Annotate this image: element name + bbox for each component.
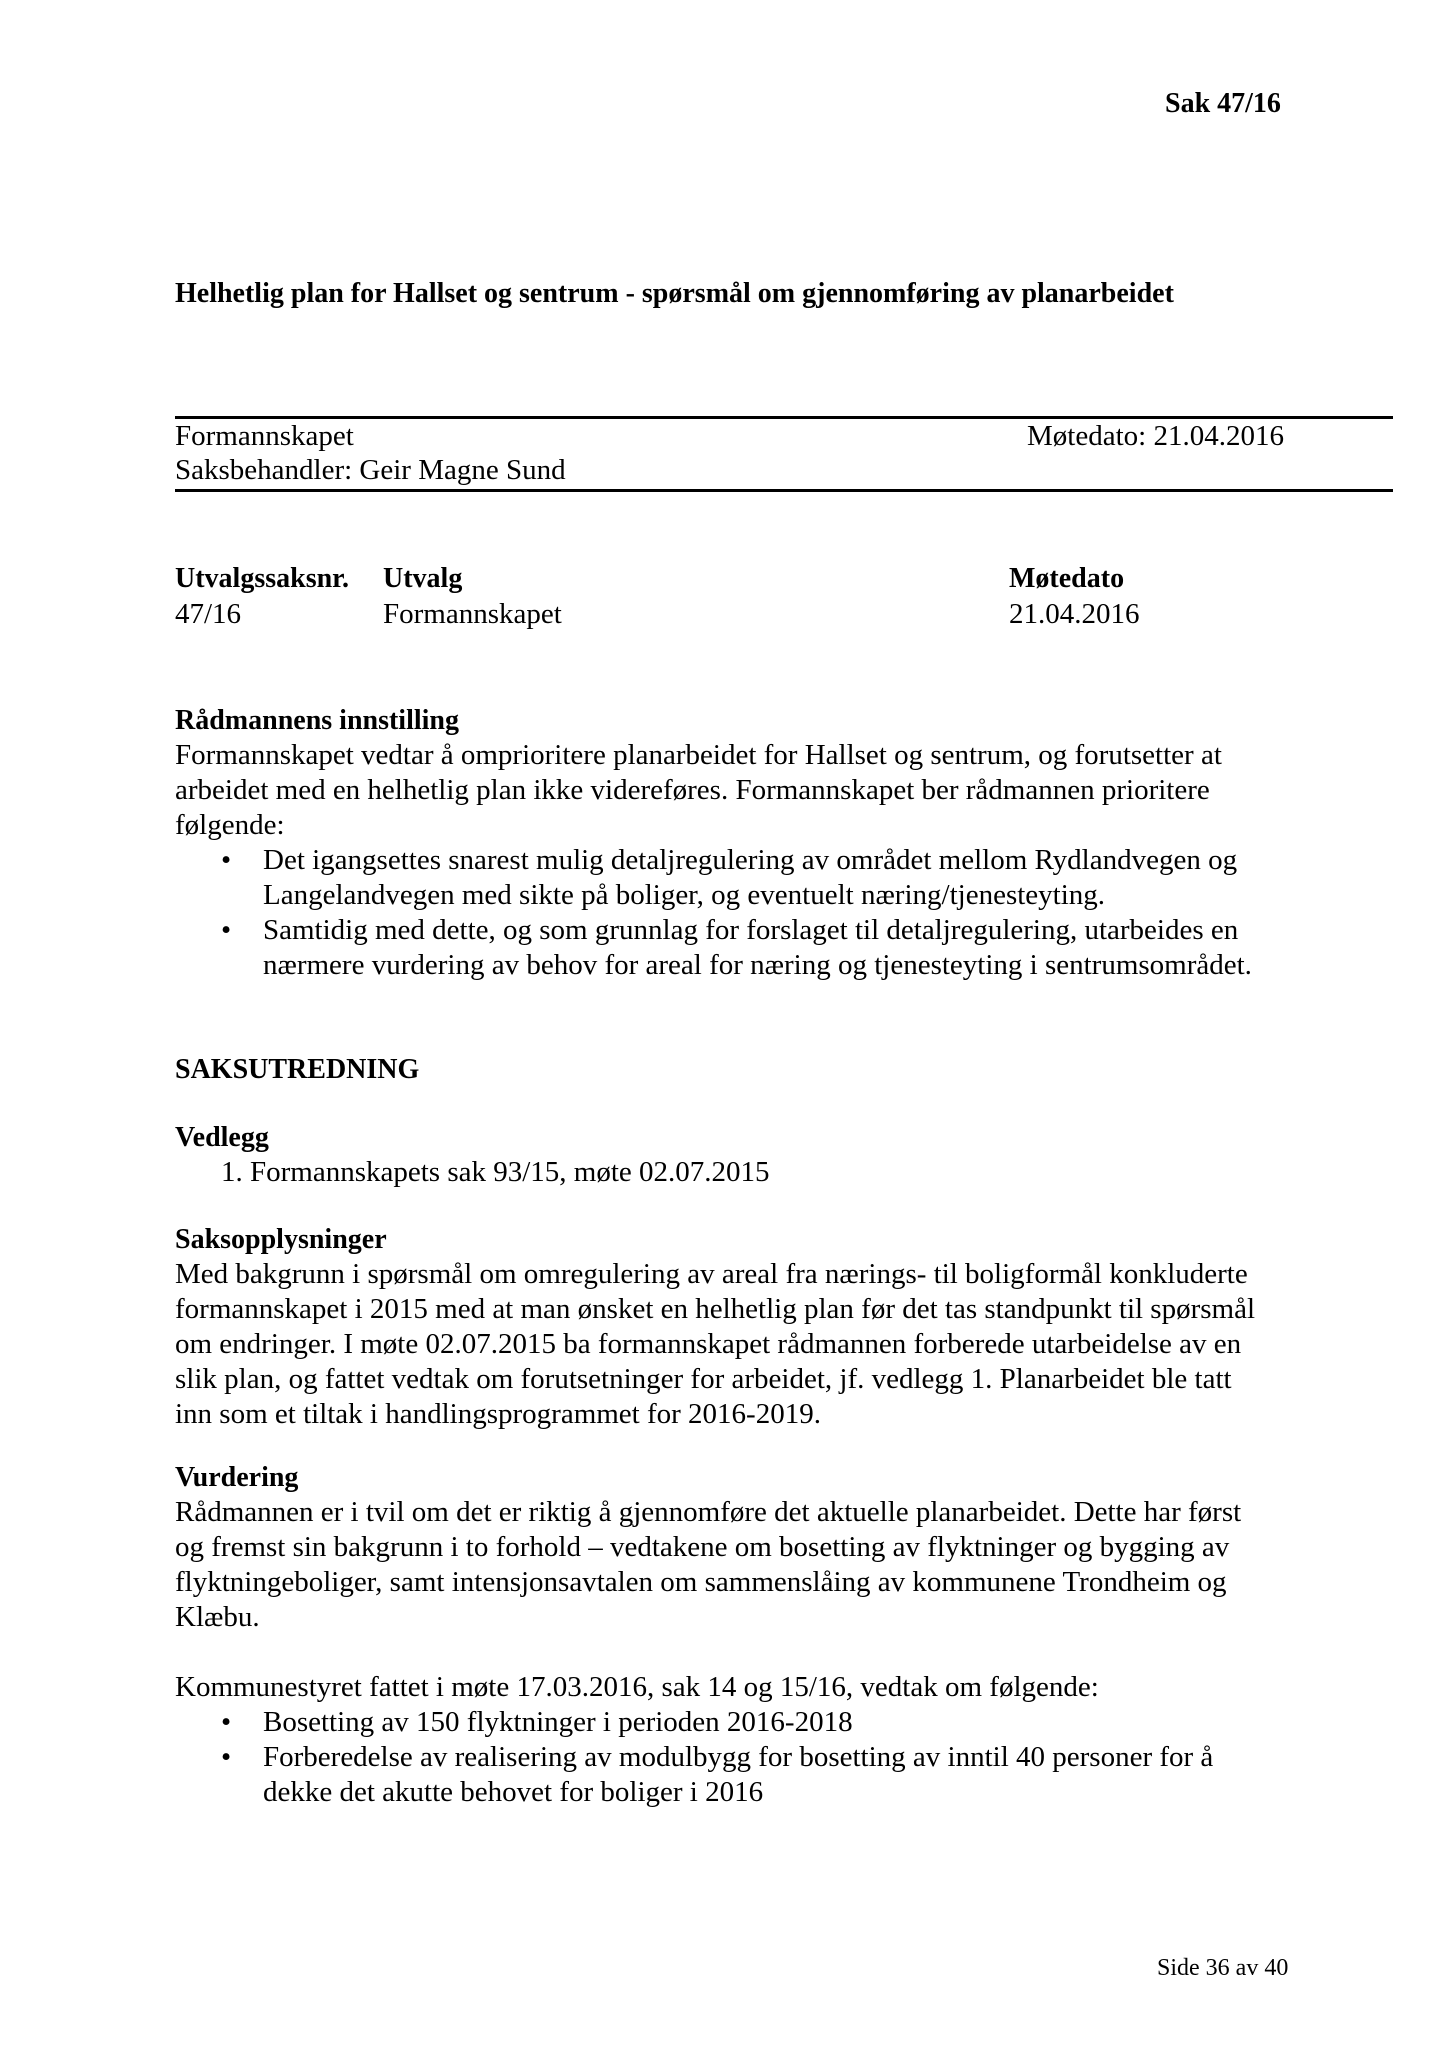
meeting-date: Møtedato: 21.04.2016 xyxy=(1027,420,1284,452)
attachments-list xyxy=(175,1155,1375,1190)
list-item-line: dekke det akutte behovet for boliger i 2016 xyxy=(263,1776,764,1808)
assessment-line: og fremst sin bakgrunn i to forhold – vedtakene om bosetting av flyktninger og bygging av xyxy=(175,1531,1230,1563)
recommendation-section xyxy=(175,703,1375,983)
list-item: 1. Formannskapets sak 93/15, møte 02.07.2015 xyxy=(221,1156,770,1188)
document-title: Helhetlig plan for Hallset og sentrum - spørsmål om gjennomføring av planarbeidet xyxy=(175,278,1174,309)
list-item-line: Langelandvegen med sikte på boliger, og eventuelt næring/tjenesteyting. xyxy=(263,879,1106,911)
table-cell-meeting-date: 21.04.2016 xyxy=(1009,598,1140,630)
list-item xyxy=(175,1705,1375,1740)
assessment-section xyxy=(175,1460,1375,1810)
recommendation-line: Formannskapet vedtar å omprioritere planarbeidet for Hallset og sentrum, og forutsetter at xyxy=(175,739,1222,771)
recommendation-bullets xyxy=(175,843,1375,983)
table-header-case-number: Utvalgssaksnr. xyxy=(175,563,350,594)
facts-line: om endringer. I møte 02.07.2015 ba formannskapet rådmannen forberede utarbeidelse av en xyxy=(175,1328,1242,1360)
list-item-line: Forberedelse av realisering av modulbygg for bosetting av inntil 40 personer for å xyxy=(263,1741,1214,1773)
facts-heading: Saksopplysninger xyxy=(175,1224,387,1255)
facts-line: Med bakgrunn i spørsmål om omregulering av areal fra nærings- til boligformål konkluderte xyxy=(175,1258,1248,1290)
top-rule xyxy=(175,416,1393,419)
facts-line: inn som et tiltak i handlingsprogrammet for 2016-2019. xyxy=(175,1398,821,1430)
list-item xyxy=(175,843,1375,913)
list-item-line: Samtidig med dette, og som grunnlag for forslaget til detaljregulering, utarbeides en xyxy=(263,914,1239,946)
bullet-icon: • xyxy=(221,844,232,876)
recommendation-line: følgende: xyxy=(175,809,285,841)
table-cell-case-number: 47/16 xyxy=(175,598,242,630)
assessment-line: Rådmannen er i tvil om det er riktig å gjennomføre det aktuelle planarbeidet. Dette har først xyxy=(175,1496,1242,1528)
bullet-icon: • xyxy=(221,1706,232,1738)
assessment-intro: Kommunestyret fattet i møte 17.03.2016, sak 14 og 15/16, vedtak om følgende: xyxy=(175,1671,1099,1703)
committee-name: Formannskapet xyxy=(175,420,354,452)
facts-line: slik plan, og fattet vedtak om forutsetninger for arbeidet, jf. vedlegg 1. Planarbeidet ble tatt xyxy=(175,1363,1232,1395)
assessment-bullets xyxy=(175,1705,1375,1810)
list-item xyxy=(175,1740,1375,1810)
table-header-meeting-date: Møtedato xyxy=(1009,563,1125,594)
recommendation-heading: Rådmannens innstilling xyxy=(175,705,459,736)
case-officer: Saksbehandler: Geir Magne Sund xyxy=(175,454,566,486)
page-number: Side 36 av 40 xyxy=(1157,1955,1289,1981)
assessment-line: flyktningeboliger, samt intensjonsavtalen om sammenslåing av kommunene Trondheim og xyxy=(175,1566,1227,1598)
table-header-committee: Utvalg xyxy=(383,563,463,594)
facts-section xyxy=(175,1222,1375,1432)
list-item-line: Det igangsettes snarest mulig detaljregulering av området mellom Rydlandvegen og xyxy=(263,844,1238,876)
bullet-icon: • xyxy=(221,1741,232,1773)
bullet-icon: • xyxy=(221,914,232,946)
bottom-rule xyxy=(175,489,1393,492)
attachments-heading: Vedlegg xyxy=(175,1122,269,1153)
saksutredning-heading: SAKSUTREDNING xyxy=(175,1054,420,1085)
list-item xyxy=(175,913,1375,983)
table-cell-committee: Formannskapet xyxy=(383,598,562,630)
assessment-line: Klæbu. xyxy=(175,1601,260,1633)
facts-line: formannskapet i 2015 med at man ønsket en helhetlig plan før det tas standpunkt til spørsmål xyxy=(175,1293,1256,1325)
attachments-section xyxy=(175,1120,1375,1190)
case-reference: Sak 47/16 xyxy=(1165,88,1281,119)
recommendation-line: arbeidet med en helhetlig plan ikke videreføres. Formannskapet ber rådmannen prioritere xyxy=(175,774,1210,806)
list-item-line: Bosetting av 150 flyktninger i perioden 2016-2018 xyxy=(263,1706,853,1738)
assessment-heading: Vurdering xyxy=(175,1462,299,1493)
list-item-line: nærmere vurdering av behov for areal for næring og tjenesteyting i sentrumsområdet. xyxy=(263,949,1252,981)
